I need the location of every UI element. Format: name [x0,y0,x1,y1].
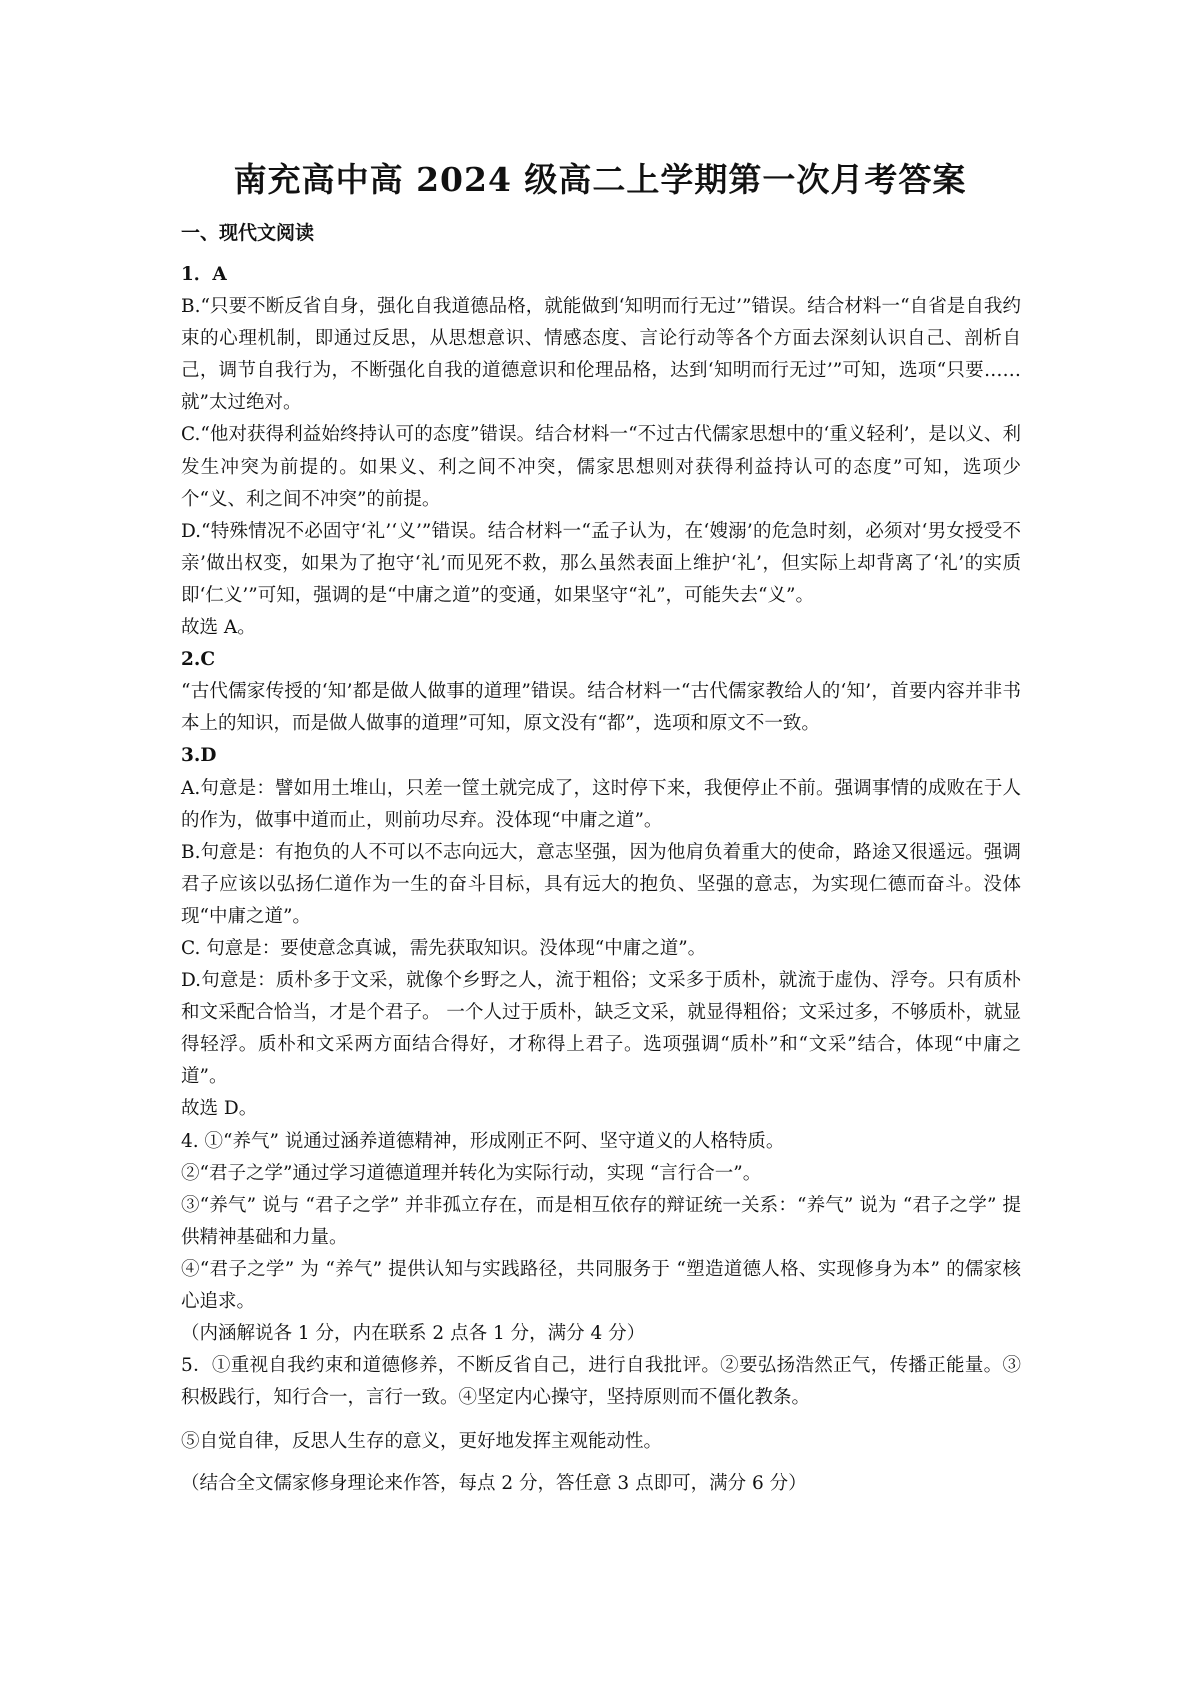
q5-answer: 5．①重视自我约束和道德修养，不断反省自己，进行自我批评。②要弘扬浩然正气，传播正能量。③积极践行，知行合一，言行一致。④坚定内心操守，坚持原则而不僵化教条。 [181,1355,1021,1409]
q4-point-1: 4. ①“养气” 说通过涵养道德精神，形成刚正不阿、坚守道义的人格特质。 [181,1130,785,1152]
q4-point-4: ④“君子之学” 为 “养气” 提供认知与实践路径，共同服务于 “塑造道德人格、实现修身为本” 的儒家核心追求。 [181,1258,1021,1312]
q3-option-c: C. 句意是：要使意念真诚，需先获取知识。没体现“中庸之道”。 [181,937,707,959]
q5-point-5: ⑤自觉自律，反思人生存的意义，更好地发挥主观能动性。 [181,1431,663,1453]
document-title: 南充高中高 2024 级高二上学期第一次月考答案 [233,160,967,199]
q1-answer: 1．A [181,264,227,285]
q4-scoring-note: （内涵解说各 1 分，内在联系 2 点各 1 分，满分 4 分） [181,1323,646,1345]
q3-option-b: B.句意是：有抱负的人不可以不志向远大，意志坚强，因为他肩负着重大的使命，路途又很遥远。强调君子应该以弘扬仁道作为一生的奋斗目标，具有远大的抱负、坚强的意志，为实现仁德而奋斗。没体现“中庸之道”。 [181,841,1021,927]
q1-option-c: C.“他对获得利益始终持认可的态度”错误。结合材料一“不过古代儒家思想中的‘重义轻利’，是以义、利发生冲突为前提的。如果义、利之间不冲突，儒家思想则对获得利益持认可的态度”可知，选项少个“义、利之间不冲突”的前提。 [181,424,1021,510]
q2-explanation: “古代儒家传授的‘知’都是做人做事的道理”错误。结合材料一“古代儒家教给人的‘知’，首要内容并非书本上的知识，而是做人做事的道理”可知，原文没有“都”，选项和原文不一致。 [181,681,1021,735]
q4-point-2: ②“君子之学”通过学习道德道理并转化为实际行动，实现 “言行合一”。 [181,1162,762,1184]
section-heading: 一、现代文阅读 [181,222,315,244]
q3-conclusion: 故选 D。 [181,1098,258,1120]
q5-scoring-note: （结合全文儒家修身理论来作答，每点 2 分，答任意 3 点即可，满分 6 分） [181,1473,807,1495]
q3-answer: 3.D [181,745,217,767]
q3-option-a: A.句意是：譬如用土堆山，只差一筐土就完成了，这时停下来，我便停止不前。强调事情的成败在于人的作为，做事中道而止，则前功尽弃。没体现“中庸之道”。 [181,777,1021,831]
q2-answer: 2.C [181,649,216,671]
q1-option-d: D.“特殊情况不必固守‘礼’‘义’”错误。结合材料一“孟子认为，在‘嫂溺’的危急时刻，必须对‘男女授受不亲’做出权变，如果为了抱守‘礼’而见死不救，那么虽然表面上维护‘礼’，但实际上却背离了‘礼’的实质即‘仁义’”可知，强调的是“中庸之道”的变通，如果坚守“礼”，可能失去“义”。 [181,520,1021,606]
q4-point-3: ③“养气” 说与 “君子之学” 并非孤立存在，而是相互依存的辩证统一关系：“养气” 说为 “君子之学” 提供精神基础和力量。 [181,1194,1021,1248]
answer-content [181,259,1021,1501]
q1-option-b: B.“只要不断反省自身，强化自我道德品格，就能做到‘知明而行无过’”错误。结合材料一“自省是自我约束的心理机制，即通过反思，从思想意识、情感态度、言论行动等各个方面去深刻认识自己、剖析自己，调节自我行为，不断强化自我的道德意识和伦理品格，达到‘知明而行无过’”可知，选项“只要……就”太过绝对。 [181,296,1021,414]
q3-option-d: D.句意是：质朴多于文采，就像个乡野之人，流于粗俗；文采多于质朴，就流于虚伪、浮夸。只有质朴和文采配合恰当，才是个君子。 一个人过于质朴，缺乏文采，就显得粗俗；文采过多，不够质朴，就显得轻浮。质朴和文采两方面结合得好，才称得上君子。选项强调“质朴”和“文采”结合，体现“中庸之道”。 [181,970,1021,1088]
q1-conclusion: 故选 A。 [181,617,256,639]
